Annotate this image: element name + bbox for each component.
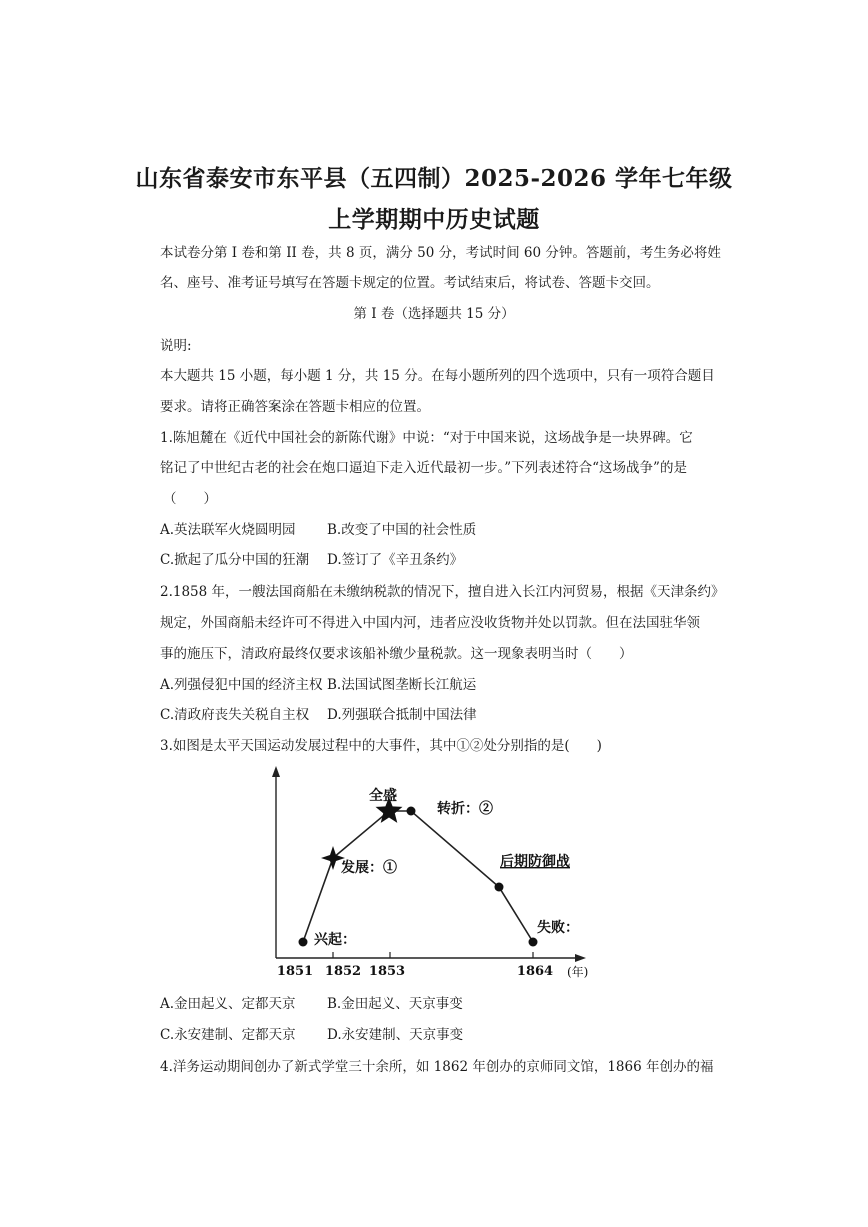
q2-stem-line-1: 2.1858 年，一艘法国商船在未缴纳税款的情况下，擅自进入长江内河贸易，根据《天津条约》: [160, 584, 725, 600]
trend-line: [303, 811, 533, 942]
q2-option-a: A.列强侵犯中国的经济主权: [160, 677, 323, 693]
point-fail: [529, 938, 538, 947]
q1-stem-line-2: 铭记了中世纪古老的社会在炮口逼迫下走入近代最初一步。”下列表述符合“这场战争”的是: [160, 460, 687, 476]
label-turn: 转折：②: [437, 801, 493, 817]
q2-stem-line-2: 规定，外国商船未经许可不得进入中国内河，违者应没收货物并处以罚款。但在法国驻华领: [160, 615, 700, 631]
q1-option-d: D.签订了《辛丑条约》: [327, 552, 464, 568]
x-tick-label-1851: 1851: [276, 964, 314, 979]
q3-option-c: C.永安建制、定都天京: [160, 1027, 296, 1043]
x-tick-label-1853: 1853: [368, 964, 406, 979]
label-late: 后期防御战: [500, 854, 570, 870]
q1-option-c: C.掀起了瓜分中国的狂潮: [160, 552, 310, 568]
note-label: 说明:: [160, 338, 192, 354]
q1-option-b: B.改变了中国的社会性质: [327, 522, 477, 538]
q1-answer-blank: （ ）: [163, 491, 217, 507]
label-develop: 发展：①: [341, 860, 397, 876]
q1-stem-line-1: 1.陈旭麓在《近代中国社会的新陈代谢》中说：“对于中国来说，这场战争是一块界碑。它: [160, 430, 693, 446]
x-axis-unit: (年): [567, 965, 589, 979]
intro-line-2: 名、座号、准考证号填写在答题卡规定的位置。考试结束后，将试卷、答题卡交回。: [160, 275, 660, 291]
point-late: [495, 883, 504, 892]
exam-title-line1: 山东省泰安市东平县（五四制）2025-2026 学年七年级: [135, 165, 733, 192]
point-rise: [299, 938, 308, 947]
q3-option-a: A.金田起义、定都天京: [160, 996, 296, 1012]
intro-line-1: 本试卷分第 I 卷和第 II 卷，共 8 页，满分 50 分，考试时间 60 分钟。答题前，考生务必将姓: [160, 245, 721, 261]
label-peak: 全盛: [369, 788, 397, 804]
q2-option-c: C.清政府丧失关税自主权: [160, 707, 310, 723]
note-line-1: 本大题共 15 小题，每小题 1 分，共 15 分。在每小题所列的四个选项中，只有一项符合题目: [160, 368, 715, 384]
x-axis-arrow: [575, 954, 586, 962]
q2-option-d: D.列强联合抵制中国法律: [327, 707, 477, 723]
q1-option-a: A.英法联军火烧圆明园: [160, 522, 296, 538]
q2-stem-line-3: 事的施压下，清政府最终仅要求该船补缴少量税款。这一现象表明当时（ ）: [160, 646, 633, 662]
label-fail: 失败：: [537, 920, 579, 936]
point-turn: [407, 807, 416, 816]
x-tick-label-1852: 1852: [324, 964, 362, 979]
x-tick-label-1864: 1864: [516, 964, 554, 979]
exam-title-line2: 上学期期中历史试题: [328, 206, 540, 233]
y-axis-arrow: [272, 766, 280, 777]
q3-option-b: B.金田起义、天京事变: [327, 996, 463, 1012]
q4-stem-line-1: 4.洋务运动期间创办了新式学堂三十余所，如 1862 年创办的京师同文馆，1866 年创办的福: [160, 1059, 714, 1075]
label-rise: 兴起：: [314, 932, 356, 948]
q3-stem: 3.如图是太平天国运动发展过程中的大事件，其中①②处分别指的是( ): [160, 738, 602, 754]
q2-option-b: B.法国试图垄断长江航运: [327, 677, 477, 693]
q3-option-d: D.永安建制、天京事变: [327, 1027, 464, 1043]
note-line-2: 要求。请将正确答案涂在答题卡相应的位置。: [160, 399, 430, 415]
section-heading: 第 I 卷（选择题共 15 分）: [353, 306, 515, 322]
